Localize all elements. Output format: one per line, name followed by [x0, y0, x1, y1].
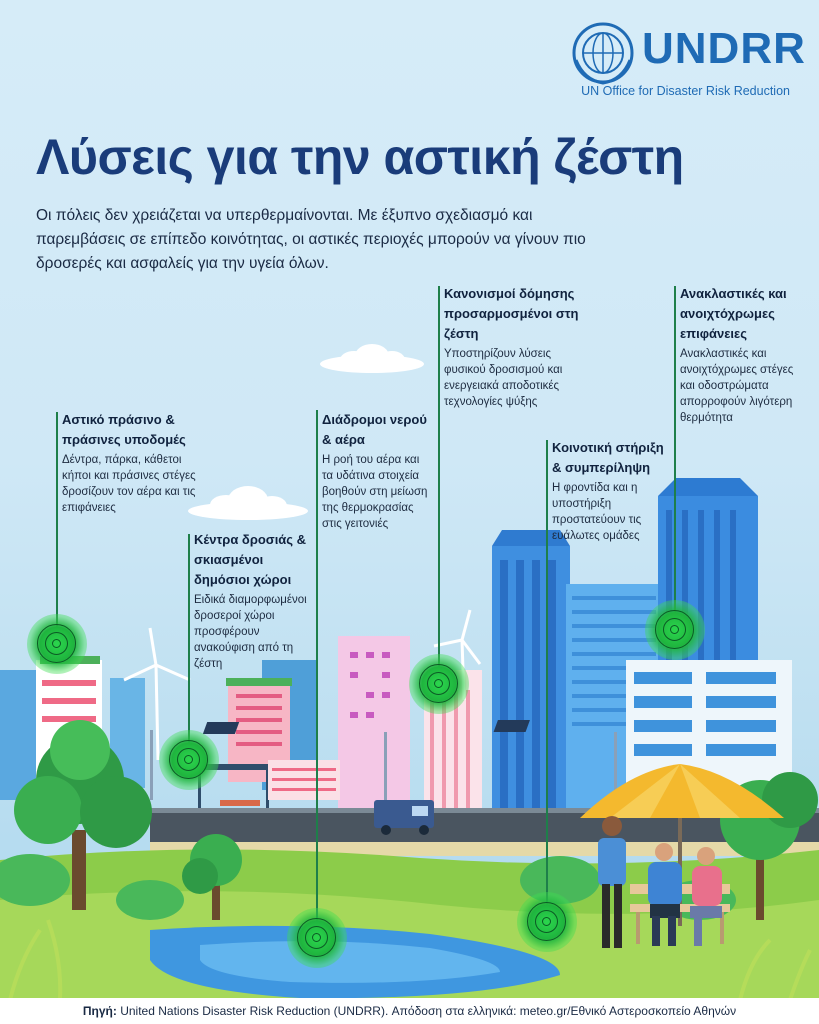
callout-heading: Κέντρα δροσιάς & σκιασμένοι δημόσιοι χώροι	[194, 532, 307, 587]
callout-description: Η φροντίδα και η υποστήριξη προστατεύουν τις ευάλωτες ομάδες	[552, 482, 642, 542]
callout-description: Ανακλαστικές και ανοιχτόχρωμες στέγες και οδοστρώματα απορροφούν λιγότερη θερμότητα	[680, 348, 794, 424]
hotspot-marker	[645, 600, 705, 660]
callout-description: Υποστηρίζουν λύσεις φυσικού δροσισμού και ενεργειακά αποδοτικές τεχνολογίες ψύξης	[444, 348, 563, 408]
callout-line	[188, 534, 190, 754]
cloud-icon	[320, 344, 424, 373]
callout-line	[546, 440, 548, 920]
callout-community-support	[552, 438, 668, 544]
callout-urban-green	[62, 410, 212, 516]
callout-reflective-surfaces	[680, 284, 806, 426]
callout-description: Η ροή του αέρα και τα υδάτινα στοιχεία βοηθούν στη μείωση της θερμοκρασίας στις γειτονιές	[322, 454, 428, 530]
page-title: Λύσεις για την αστική ζέστη	[36, 129, 684, 185]
callout-heading: Κοινοτική στήριξη & συμπερίληψη	[552, 440, 664, 475]
callout-heading: Διάδρομοι νερού & αέρα	[322, 412, 427, 447]
hotspot-marker	[27, 614, 87, 674]
callout-cooling-centers	[194, 530, 314, 672]
un-emblem-icon	[570, 20, 636, 86]
hotspot-marker	[517, 892, 577, 952]
callout-heading: Αστικό πράσινο & πράσινες υποδομές	[62, 412, 186, 447]
callout-line	[438, 286, 440, 680]
callout-line	[316, 410, 318, 936]
intro-text: Οι πόλεις δεν χρειάζεται να υπερθερμαίνονται. Με έξυπνο σχεδιασμό και παρεμβάσεις σε επίπεδο κοινότητας, οι αστικές περιοχές μπορούν να γίνουν πιο δροσερές και ασφαλείς για την υγεία όλων.	[36, 207, 586, 272]
callout-heading: Κανονισμοί δόμησης προσαρμοσμένοι στη ζέστη	[444, 286, 579, 341]
org-name: UNDRR	[642, 24, 806, 73]
callout-description: Ειδικά διαμορφωμένοι δροσεροί χώροι προσφέρουν ανακούφιση από τη ζέστη	[194, 594, 307, 670]
callout-line	[56, 412, 58, 638]
callout-water-air-corridors	[322, 410, 432, 532]
hotspot-marker	[287, 908, 347, 968]
callout-building-codes	[444, 284, 584, 410]
source-footer	[0, 998, 819, 1024]
hotspot-marker	[159, 730, 219, 790]
org-full-name: UN Office for Disaster Risk Reduction	[581, 84, 790, 98]
source-label: Πηγή:	[82, 1004, 117, 1018]
hotspot-marker	[409, 654, 469, 714]
undrr-logo	[570, 18, 806, 102]
callout-description: Δέντρα, πάρκα, κάθετοι κήποι και πράσινες στέγες δροσίζουν τον αέρα και τις επιφάνειες	[62, 454, 196, 514]
callout-line	[674, 286, 676, 626]
callout-heading: Ανακλαστικές και ανοιχτόχρωμες επιφάνειες	[680, 286, 787, 341]
source-text: United Nations Disaster Risk Reduction (UNDRR). Απόδοση στα ελληνικά: meteo.gr/Εθνικό Αστεροσκοπείο Αθηνών	[120, 1004, 737, 1018]
